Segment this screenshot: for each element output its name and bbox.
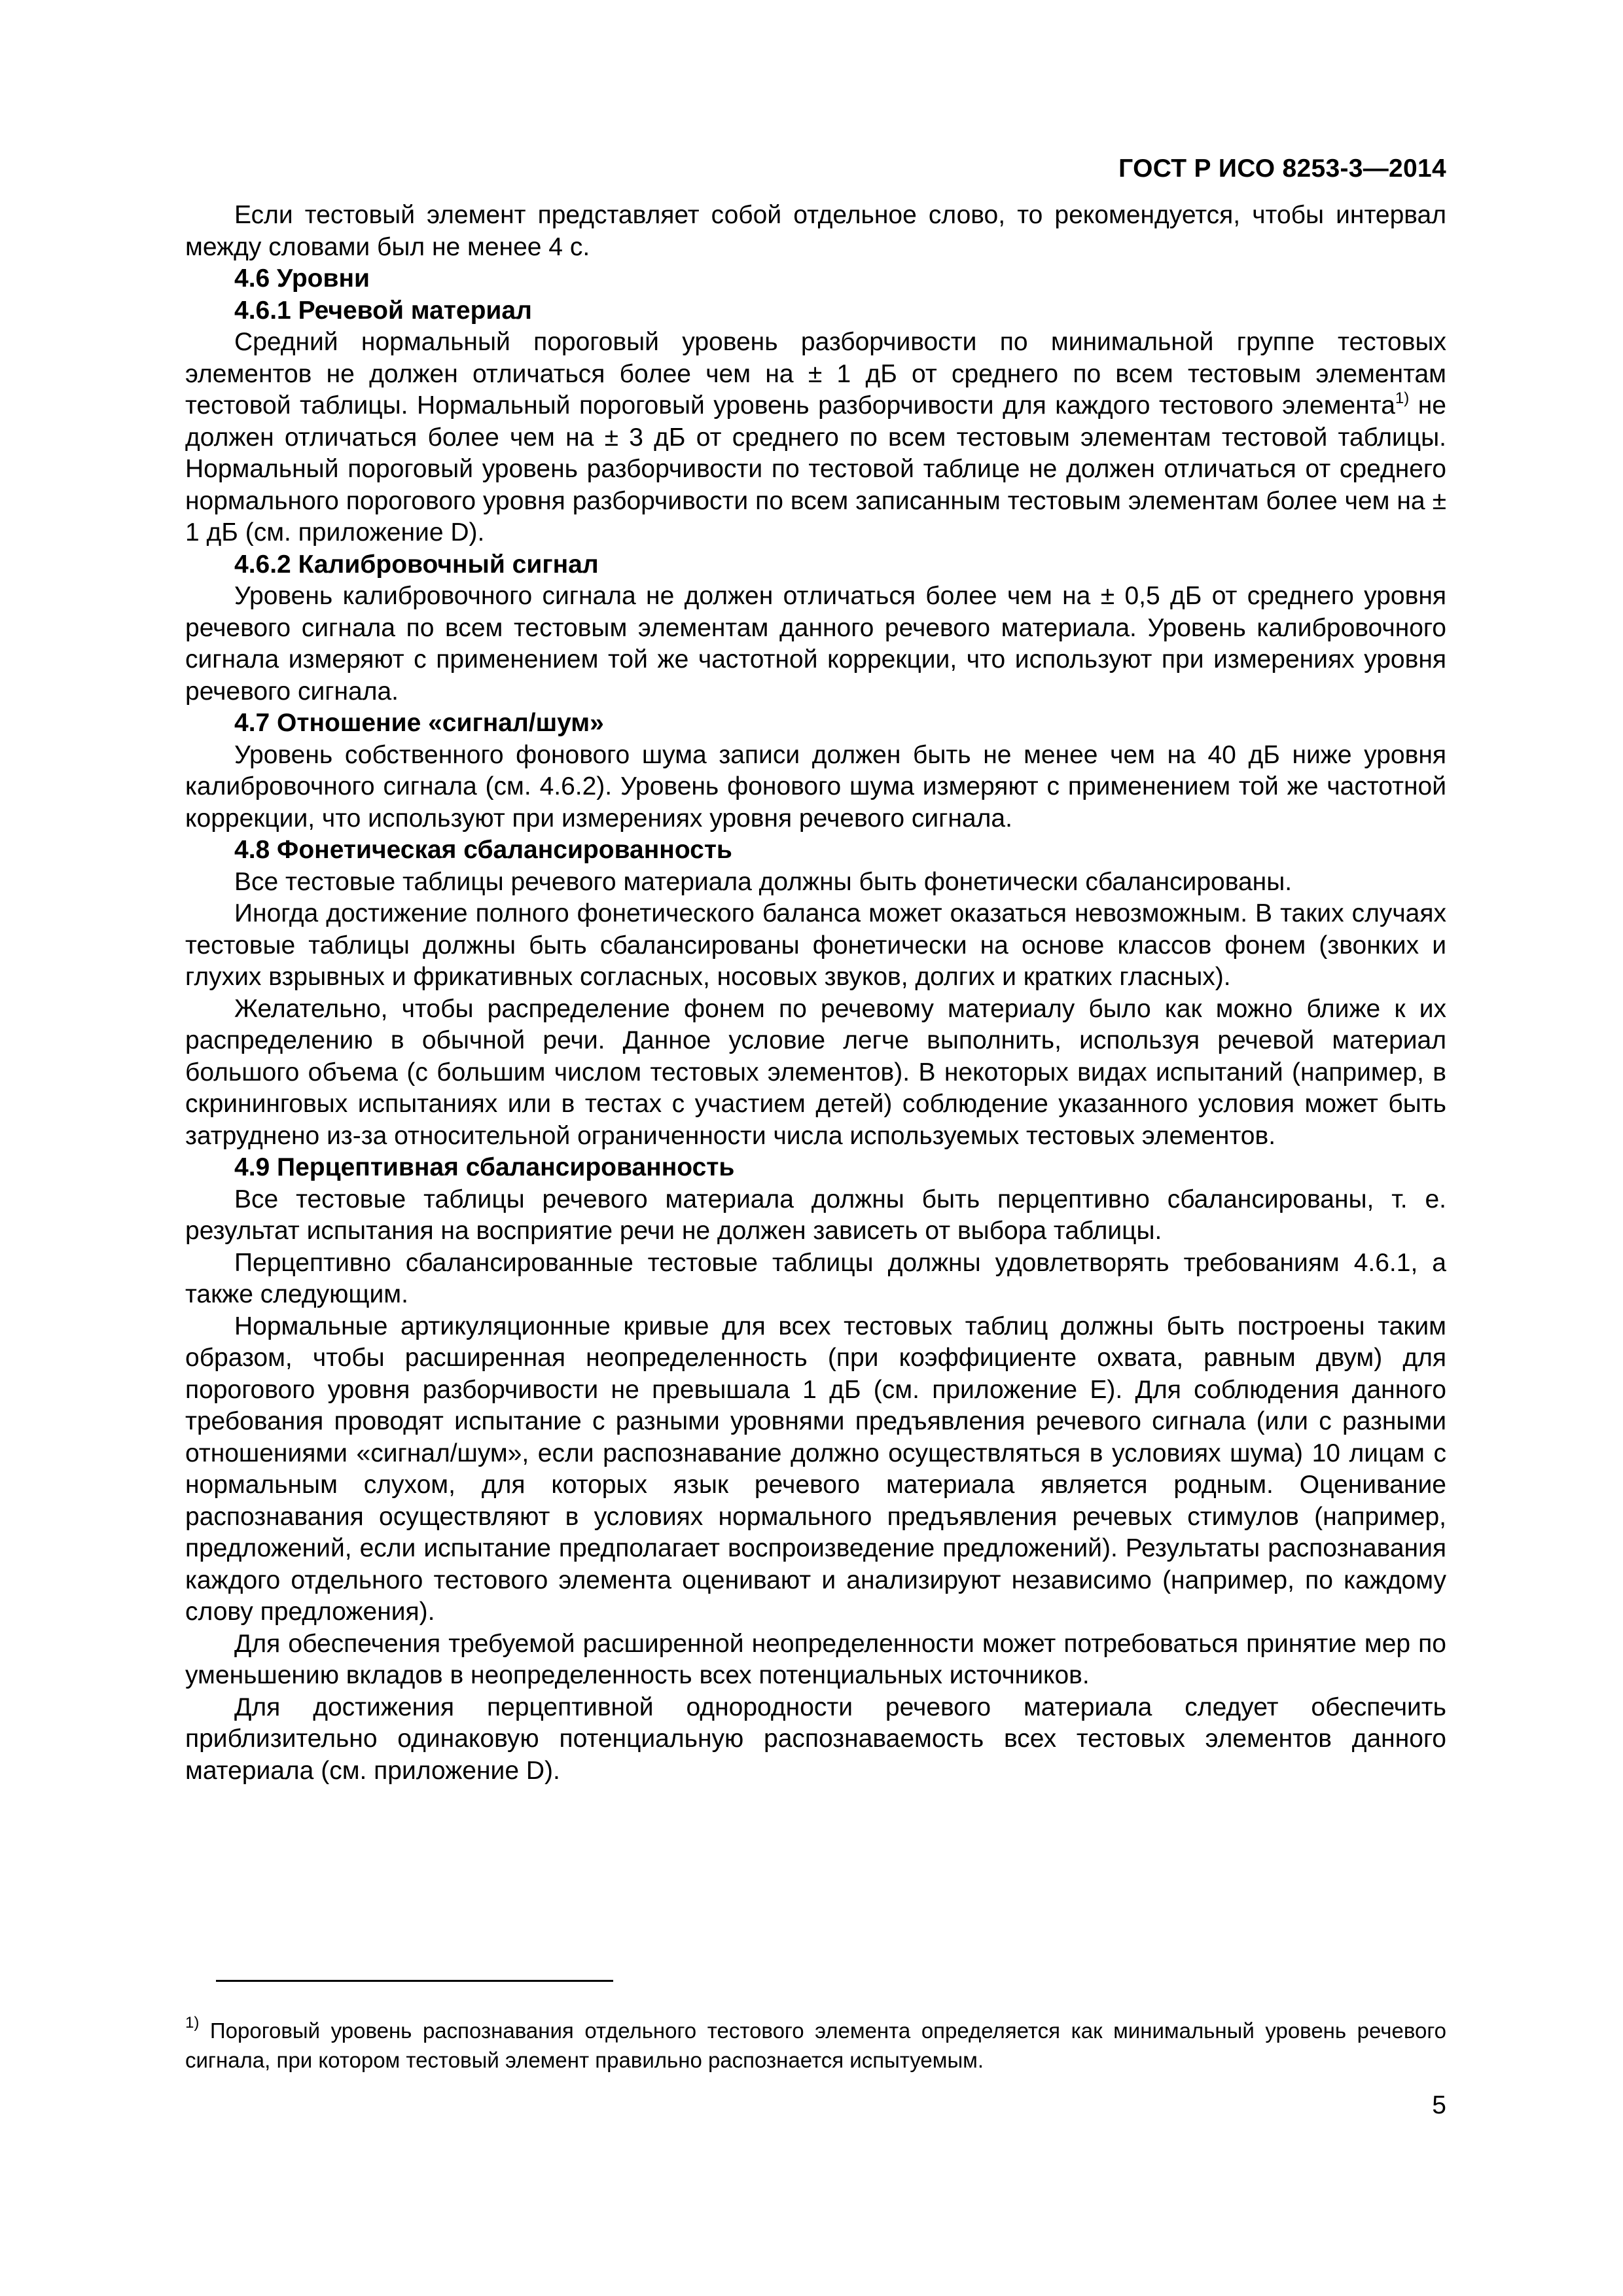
paragraph-4-9-e: Для достижения перцептивной однородности речевого материала следует обеспечить приблизительно одинаковую потенциальную распознаваемость всех тестовых элементов данного материала (см. приложение D). <box>185 1693 1446 1785</box>
paragraph-4-6-1-part-b: не должен отличаться более чем на ± 3 дБ от среднего по всем тестовым элементам тестовой таблицы. Нормальный пороговый уровень разборчивости по тестовой таблице не должен отличаться от среднего нормального порогового уровня разборчивости по всем записанным тестовым элементам более чем на ± 1 дБ (см. приложение D). <box>185 391 1446 547</box>
section-heading-4-8: 4.8 Фонетическая сбалансированность <box>234 836 732 864</box>
paragraph-4-9-a: Все тестовые таблицы речевого материала должны быть перцептивно сбалансированы, т. е. результат испытания на восприятие речи не должен зависеть от выбора таблицы. <box>185 1185 1446 1245</box>
section-heading-4-6-2: 4.6.2 Калибровочный сигнал <box>234 550 599 579</box>
paragraph-4-6-1-part-a: Средний нормальный пороговый уровень разборчивости по минимальной группе тестовых элементов не должен отличаться более чем на ± 1 дБ от среднего по всем тестовым элементам тестовой таблицы. Нормальный пороговый уровень разборчивости для каждого тестового элемента <box>185 328 1446 420</box>
section-heading-4-9: 4.9 Перцептивная сбалансированность <box>234 1153 735 1181</box>
paragraph-4-9-b: Перцептивно сбалансированные тестовые таблицы должны удовлетворять требованиям 4.6.1, а также следующим. <box>185 1248 1446 1308</box>
section-heading-4-6-1: 4.6.1 Речевой материал <box>234 296 532 325</box>
footnote-marker: 1) <box>185 2014 200 2032</box>
paragraph-4-6-1 <box>185 327 1446 549</box>
paragraph-4-6-2: Уровень калибровочного сигнала не должен отличаться более чем на ± 0,5 дБ от среднего уровня речевого сигнала по всем тестовым элементам данного речевого материала. Уровень калибровочного сигнала измеряют с применением той же частотной коррекции, что используют при измерениях уровня речевого сигнала. <box>185 582 1446 706</box>
document-body <box>185 200 1446 1787</box>
paragraph-4-9-c: Нормальные артикуляционные кривые для всех тестовых таблиц должны быть построены таким образом, чтобы расширенная неопределенность (при коэффициенте охвата, равным двум) для порогового уровня разборчивости не превышала 1 дБ (см. приложение E). Для соблюдения данного требования проводят испытание с разными уровнями предъявления речевого сигнала (или с разными отношениями «сигнал/шум», если распознавание должно осуществляться в условиях шума) 10 лицам с нормальным слухом, для которых язык речевого материала является родным. Оценивание распознавания осуществляют в условиях нормального предъявления речевых стимулов (например, предложений, если испытание предполагает воспроизведение предложений). Результаты распознавания каждого отдельного тестового элемента оценивают и анализируют независимо (например, по каждому слову предложения). <box>185 1312 1446 1626</box>
paragraph-intro: Если тестовый элемент представляет собой отдельное слово, то рекомендуется, чтобы интервал между словами был не менее 4 с. <box>185 201 1446 261</box>
section-heading-4-6: 4.6 Уровни <box>234 264 370 293</box>
paragraph-4-9-d: Для обеспечения требуемой расширенной неопределенности может потребоваться принятие мер по уменьшению вкладов в неопределенность всех потенциальных источников. <box>185 1629 1446 1689</box>
document-header: ГОСТ Р ИСО 8253-3—2014 <box>1118 154 1446 183</box>
paragraph-4-8-a: Все тестовые таблицы речевого материала должны быть фонетически сбалансированы. <box>234 867 1293 896</box>
footnote <box>185 2016 1446 2075</box>
footnote-text <box>185 2016 1446 2075</box>
footnote-divider <box>216 1980 613 1982</box>
paragraph-4-8-b: Иногда достижение полного фонетического баланса может оказаться невозможным. В таких случаях тестовые таблицы должны быть сбалансированы фонетически на основе классов фонем (звонких и глухих взрывных и фрикативных согласных, носовых звуков, долгих и кратких гласных). <box>185 899 1446 991</box>
footnote-reference[interactable]: 1) <box>1395 389 1410 407</box>
paragraph-4-7: Уровень собственного фонового шума записи должен быть не менее чем на 40 дБ ниже уровня калибровочного сигнала (см. 4.6.2). Уровень фонового шума измеряют с применением той же частотной коррекции, что используют при измерениях уровня речевого сигнала. <box>185 740 1446 833</box>
page-number: 5 <box>1432 2091 1446 2119</box>
paragraph-4-8-c: Желательно, чтобы распределение фонем по речевому материалу было как можно ближе к их распределению в обычной речи. Данное условие легче выполнить, используя речевой материал большого объема (с большим числом тестовых элементов). В некоторых видах испытаний (например, в скрининговых испытаниях или в тестах с участием детей) соблюдение указанного условия может быть затруднено из-за относительной ограниченности числа используемых тестовых элементов. <box>185 994 1446 1150</box>
section-heading-4-7: 4.7 Отношение «сигнал/шум» <box>234 709 604 737</box>
footnote-body: Пороговый уровень распознавания отдельного тестового элемента определяется как минимальный уровень речевого сигнала, при котором тестовый элемент правильно распознается испытуемым. <box>185 2018 1446 2072</box>
